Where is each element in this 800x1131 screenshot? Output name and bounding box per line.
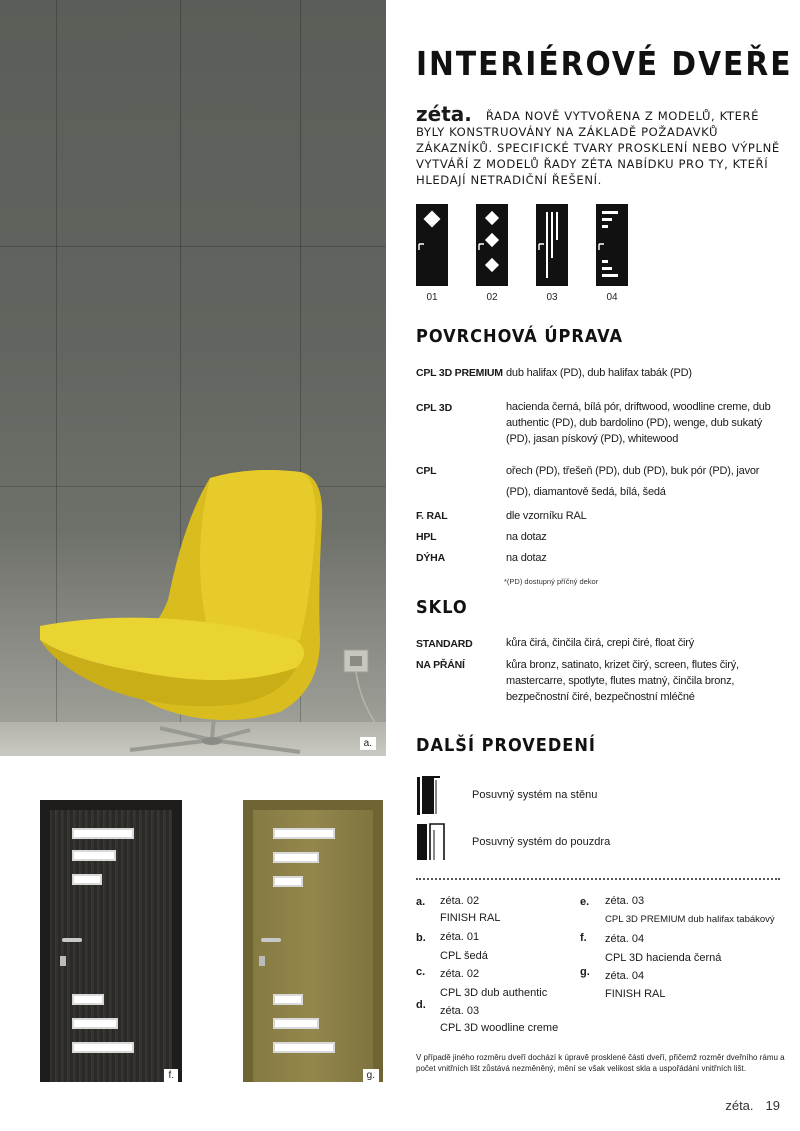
brand-name: zéta. xyxy=(416,102,472,126)
door-model-02-icon xyxy=(476,204,508,286)
door-model-04-icon xyxy=(596,204,628,286)
surface-value: na dotaz xyxy=(506,552,547,564)
caption-key: d. xyxy=(416,999,426,1011)
surface-label: HPL xyxy=(416,531,437,543)
door-photo-f xyxy=(40,800,182,1082)
surface-label: DÝHA xyxy=(416,552,445,564)
surface-label: CPL 3D PREMIUM xyxy=(416,367,503,379)
surface-value: ořech (PD), třešeň (PD), dub (PD), buk pór (PD), javor (PD), diamantově šedá, bílá, šedá xyxy=(506,465,760,498)
caption-model: zéta. 01 xyxy=(440,931,480,943)
caption-finish: FINISH RAL xyxy=(440,912,501,924)
glass-label: NA PŘÁNÍ xyxy=(416,659,465,671)
page-footer xyxy=(713,1098,780,1113)
caption-key: f. xyxy=(580,932,587,944)
surface-value: dle vzorníku RAL xyxy=(506,510,587,522)
caption-model: zéta. 02 xyxy=(440,895,480,907)
surface-value: na dotaz xyxy=(506,531,547,543)
door-model-number: 03 xyxy=(546,292,558,303)
surface-value: hacienda černá, bílá pór, driftwood, woodline creme, dub authentic (PD), dub bardolino (PD), wenge, dub sukatý (PD), jasan pískový (PD), whitewood xyxy=(506,401,771,445)
caption-key: e. xyxy=(580,896,590,908)
surface-label: F. RAL xyxy=(416,510,448,522)
option-text: Posuvný systém do pouzdra xyxy=(472,836,611,848)
door-photo-g xyxy=(243,800,383,1082)
caption-finish: CPL 3D hacienda černá xyxy=(605,952,722,964)
photo-label: f. xyxy=(164,1069,178,1082)
pd-note: *(PD) dostupný příčný dekor xyxy=(504,577,599,586)
divider xyxy=(416,878,780,880)
door-model-03-icon xyxy=(536,204,568,286)
page-title: INTERIÉROVÉ DVEŘE xyxy=(416,44,793,83)
caption-key: g. xyxy=(580,966,590,978)
caption-key: a. xyxy=(416,896,426,908)
intro-paragraph xyxy=(416,102,791,188)
surface-label: CPL xyxy=(416,465,437,477)
chair-illustration xyxy=(0,0,386,756)
door-model-number: 01 xyxy=(426,292,438,303)
caption-model: zéta. 04 xyxy=(605,933,645,945)
footnote: V případě jiného rozměru dveří dochází k úpravě prosklené části dveří, přičemž rozměr dveřního rámu a počet vnitřních lišt zůstává nezměněný, mění se však velikost skla a uspořádání vnitřních lišt. xyxy=(416,1053,785,1073)
surface-value: dub halifax (PD), dub halifax tabák (PD) xyxy=(506,367,692,379)
other-options-heading: DALŠÍ PROVEDENÍ xyxy=(416,735,596,756)
glass-value: kůra čirá, činčila čirá, crepi čiré, float čirý xyxy=(506,637,695,649)
caption-model: zéta. 03 xyxy=(605,895,645,907)
caption-key: b. xyxy=(416,932,426,944)
caption-finish: FINISH RAL xyxy=(605,988,666,1000)
photo-label: a. xyxy=(360,737,376,750)
hero-photo xyxy=(0,0,386,756)
glass-value: kůra bronz, satinato, krizet čirý, screen, flutes čirý, mastercarre, spotlyte, flutes matný, činčila bronz, bezpečnostní čiré, bezpečnostní mléčné xyxy=(506,659,739,703)
sliding-pocket-icon xyxy=(416,822,446,862)
sliding-wall-icon xyxy=(416,776,446,816)
door-model-number: 02 xyxy=(486,292,498,303)
caption-finish: CPL šedá xyxy=(440,950,488,962)
caption-model: zéta. 04 xyxy=(605,970,645,982)
page-number: 19 xyxy=(765,1098,780,1113)
caption-key: c. xyxy=(416,966,426,978)
option-text: Posuvný systém na stěnu xyxy=(472,789,598,801)
glass-label: STANDARD xyxy=(416,638,473,650)
caption-model: zéta. 03 xyxy=(440,1005,480,1017)
photo-label: g. xyxy=(363,1069,379,1082)
intro-text: ŘADA NOVĚ VYTVOŘENA Z MODELŮ, KTERÉ BYLY KONSTRUOVÁNY NA ZÁKLADĚ POŽADAVKŮ ZÁKAZNÍKŮ. SPECIFICKÉ TVARY PROSKLENÍ NEBO VÝPLNĚ VYTVÁŘÍ Z MODELŮ ŘADY ZÉTA NABÍDKU PRO TY, KTEŘÍ HLEDAJÍ NETRADIČNÍ ŘEŠENÍ. xyxy=(416,109,780,187)
door-model-01-icon xyxy=(416,204,448,286)
caption-finish: CPL 3D woodline creme xyxy=(440,1022,559,1034)
surface-label: CPL 3D xyxy=(416,402,452,414)
caption-finish: CPL 3D PREMIUM dub halifax tabákový xyxy=(605,914,775,925)
caption-model: zéta. 02 xyxy=(440,968,480,980)
surface-heading: POVRCHOVÁ ÚPRAVA xyxy=(416,326,623,347)
caption-finish: CPL 3D dub authentic xyxy=(440,987,548,999)
glass-heading: SKLO xyxy=(416,597,468,618)
footer-brand: zéta. xyxy=(725,1098,754,1113)
door-model-number: 04 xyxy=(606,292,618,303)
